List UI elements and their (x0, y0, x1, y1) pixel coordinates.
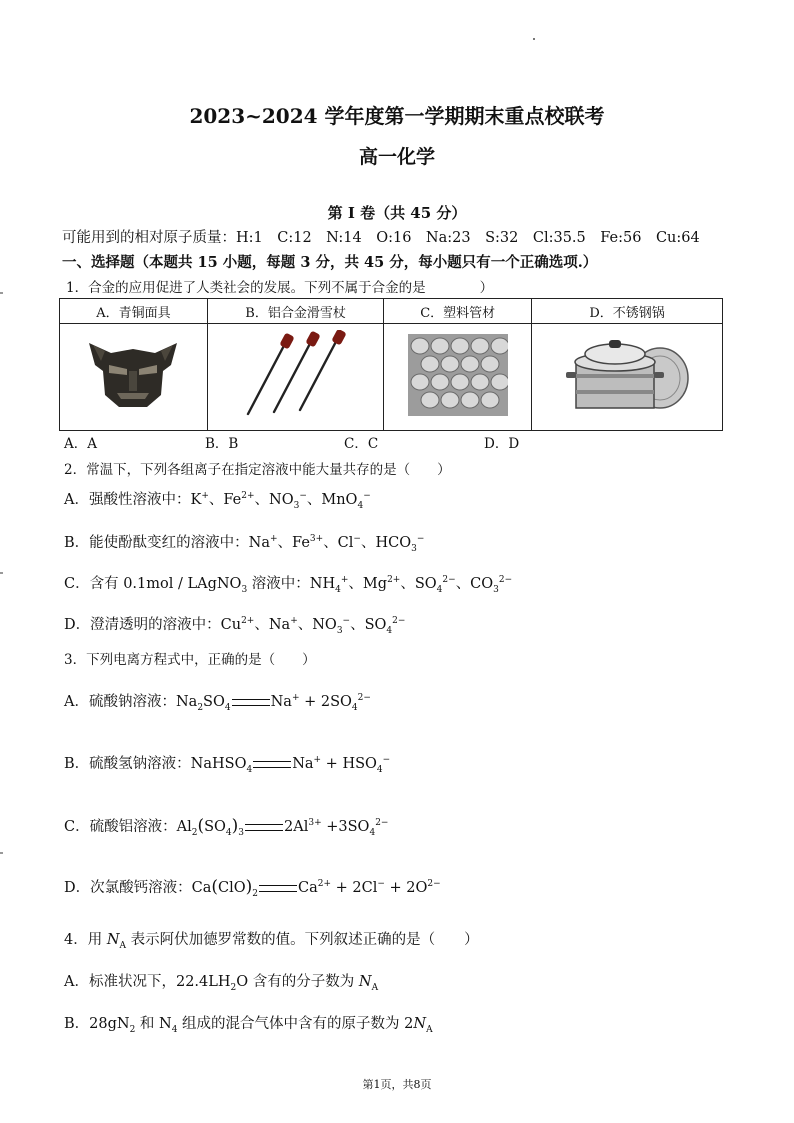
superscript: 3+ (308, 818, 322, 828)
text-run: B．硫酸氢钠溶液：NaHSO (64, 756, 247, 772)
text-run: C．硫酸铝溶液：Al (64, 819, 192, 835)
subscript: 2 (191, 828, 198, 838)
text-run: Na (248, 535, 270, 551)
superscript: 2+ (241, 616, 255, 626)
superscript: + (201, 491, 209, 501)
q2-stem: 2．常温下，下列各组离子在指定溶液中能大量共存的是（ ） (64, 462, 451, 478)
text-run: + HSO (321, 756, 377, 772)
atomic-masses: 可能用到的相对原子质量：H:1 C:12 N:14 O:16 Na:23 S:32 Cl:35.5 Fe:56 Cu:64 (62, 230, 700, 246)
text-run: 、SO (400, 576, 437, 592)
q1-header-b: B．铝合金滑雪杖 (207, 299, 384, 324)
superscript: 2+ (241, 491, 255, 501)
margin-mark (0, 572, 3, 574)
q3-option-d (64, 876, 441, 897)
text-run: K (190, 492, 202, 508)
text-run: 、HCO (360, 535, 412, 551)
text-run: 4．用 (64, 932, 107, 948)
text-run: 、Mg (348, 576, 388, 592)
q1-answer-b: B．B (205, 436, 239, 452)
text-run: Na (270, 694, 292, 710)
subscript: 4 (225, 828, 232, 838)
text-run: B．能使酚酞变红的溶液中： (64, 535, 249, 551)
q3-stem: 3．下列电离方程式中，正确的是（ ） (64, 652, 316, 668)
subscript: 4 (386, 626, 393, 636)
superscript: + (270, 534, 278, 544)
equals-sign (259, 885, 297, 892)
q2-option-d (64, 613, 405, 634)
q4-stem (64, 928, 479, 949)
steel-pot-icon (562, 332, 692, 418)
q1-stem: 1．合金的应用促进了人类社会的发展。下列不属于合金的是 ） (66, 280, 494, 296)
q4-option-b (64, 1012, 433, 1033)
equals-sign (245, 824, 283, 831)
superscript: + (291, 693, 300, 703)
text-run: 2Al (284, 819, 309, 835)
q1-answer-d: D．D (484, 436, 520, 452)
q2-option-a (64, 488, 371, 509)
text-run: C．含有 0.1mol / LAgNO (64, 576, 242, 592)
page-footer: 第1页，共8页 (362, 1078, 432, 1091)
subscript: 4 (436, 585, 443, 595)
subscript: 2 (129, 1025, 136, 1035)
equals-sign (232, 699, 270, 706)
text-run: A．强酸性溶液中： (64, 492, 191, 508)
text-run: 、Cl (323, 535, 354, 551)
subscript: 2 (252, 889, 259, 899)
subscript: 4 (171, 1025, 178, 1035)
italic-symbol: N (413, 1016, 427, 1032)
italic-symbol: N (358, 974, 372, 990)
subscript: 3 (241, 585, 248, 595)
superscript: 2− (427, 879, 441, 889)
bracket: ) (245, 877, 253, 897)
q4-option-a (64, 970, 378, 991)
subscript: 3 (336, 626, 343, 636)
text-run: +3SO (321, 819, 370, 835)
text-run: 和 N (135, 1016, 172, 1032)
subscript: A (426, 1025, 433, 1035)
margin-mark (0, 852, 3, 854)
superscript: − (342, 616, 351, 626)
subscript: 4 (369, 828, 376, 838)
q3-option-a (64, 690, 371, 711)
section-heading: 第 I 卷（共 45 分） (327, 204, 467, 222)
subscript: A (119, 941, 127, 951)
margin-mark (0, 292, 3, 294)
ski-poles-icon (236, 330, 356, 420)
bracket: ) (231, 816, 239, 836)
q1-image-b (207, 324, 384, 431)
superscript: − (416, 534, 425, 544)
q1-image-c (384, 324, 532, 431)
q2-option-c (64, 572, 512, 593)
text-run: D．次氯酸钙溶液：Ca (64, 880, 212, 896)
subscript: 3 (238, 828, 245, 838)
q1-image-a (60, 324, 208, 431)
bracket: ( (197, 816, 205, 836)
text-run: SO (204, 819, 226, 835)
subject-title: 高一化学 (358, 146, 435, 168)
subscript: 4 (246, 765, 253, 775)
text-run: 、NO (254, 492, 294, 508)
text-run: 、Fe (208, 492, 242, 508)
text-run: 组成的混合气体中含有的原子数为 2 (177, 1016, 414, 1032)
superscript: 2− (375, 818, 389, 828)
text-run: + 2Cl (331, 880, 378, 896)
text-run: SO (203, 694, 225, 710)
q2-option-b (64, 531, 424, 552)
q1-header-a: A．青铜面具 (60, 299, 208, 324)
superscript: − (377, 879, 385, 889)
text-run: D．澄清透明的溶液中：Cu (64, 617, 242, 633)
text-run: O 含有的分子数为 (236, 974, 359, 990)
superscript: − (363, 491, 371, 501)
text-run: B．28gN (64, 1016, 130, 1032)
q1-option-table (59, 298, 723, 431)
subscript: 4 (224, 703, 231, 713)
text-run: A．硫酸钠溶液：Na (64, 694, 198, 710)
superscript: 3+ (309, 534, 324, 544)
text-run: 、Na (254, 617, 291, 633)
subscript: A (371, 983, 379, 993)
text-run: 溶液中：NH (247, 576, 336, 592)
bronze-mask-icon (83, 335, 183, 415)
subscript: 3 (493, 585, 499, 595)
text-run: 、Fe (277, 535, 310, 551)
bracket: ( (211, 877, 219, 897)
text-run: + 2O (384, 880, 428, 896)
text-run: ClO (218, 880, 246, 896)
q3-option-c (64, 815, 388, 836)
text-run: 、SO (350, 617, 387, 633)
subscript: 4 (335, 585, 341, 595)
part-title: 一、选择题（本题共 15 小题，每题 3 分，共 45 分，每小题只有一个正确选项.） (62, 254, 598, 271)
subscript: 4 (357, 501, 364, 511)
q1-answer-c: C．C (344, 436, 379, 452)
superscript: + (313, 755, 322, 765)
subscript: 3 (411, 544, 417, 554)
plastic-pipes-icon (408, 334, 508, 416)
q1-image-d (532, 324, 723, 431)
subscript: 2 (230, 983, 237, 993)
q1-answer-a: A．A (64, 436, 97, 452)
superscript: 2− (357, 693, 371, 703)
superscript: 2− (442, 575, 456, 585)
text-run: 、CO (455, 576, 494, 592)
q1-header-d: D．不锈钢锅 (532, 299, 723, 324)
superscript: − (299, 491, 307, 501)
superscript: 2+ (387, 575, 401, 585)
superscript: 2+ (317, 879, 332, 889)
scan-dot (533, 38, 535, 40)
text-run: 表示阿伏加德罗常数的值。下列叙述正确的是（ ） (126, 932, 479, 948)
q1-header-c: C．塑料管材 (384, 299, 532, 324)
q3-option-b (64, 752, 390, 773)
equals-sign (253, 761, 291, 768)
italic-symbol: N (106, 932, 120, 948)
subscript: 4 (376, 765, 383, 775)
superscript: 2− (392, 616, 406, 626)
superscript: − (353, 534, 361, 544)
exam-title: 2023~2024 学年度第一学期期末重点校联考 (189, 104, 605, 128)
text-run: Na (292, 756, 314, 772)
superscript: + (290, 616, 298, 626)
superscript: − (382, 755, 391, 765)
subscript: 4 (351, 703, 358, 713)
text-run: A．标准状况下，22.4LH (64, 974, 231, 990)
text-run: 、NO (297, 617, 337, 633)
text-run: + 2SO (299, 694, 352, 710)
superscript: 2− (498, 575, 513, 585)
superscript: + (340, 575, 349, 585)
text-run: Ca (298, 880, 318, 896)
subscript: 2 (197, 703, 204, 713)
text-run: 、MnO (306, 492, 358, 508)
subscript: 3 (293, 501, 300, 511)
